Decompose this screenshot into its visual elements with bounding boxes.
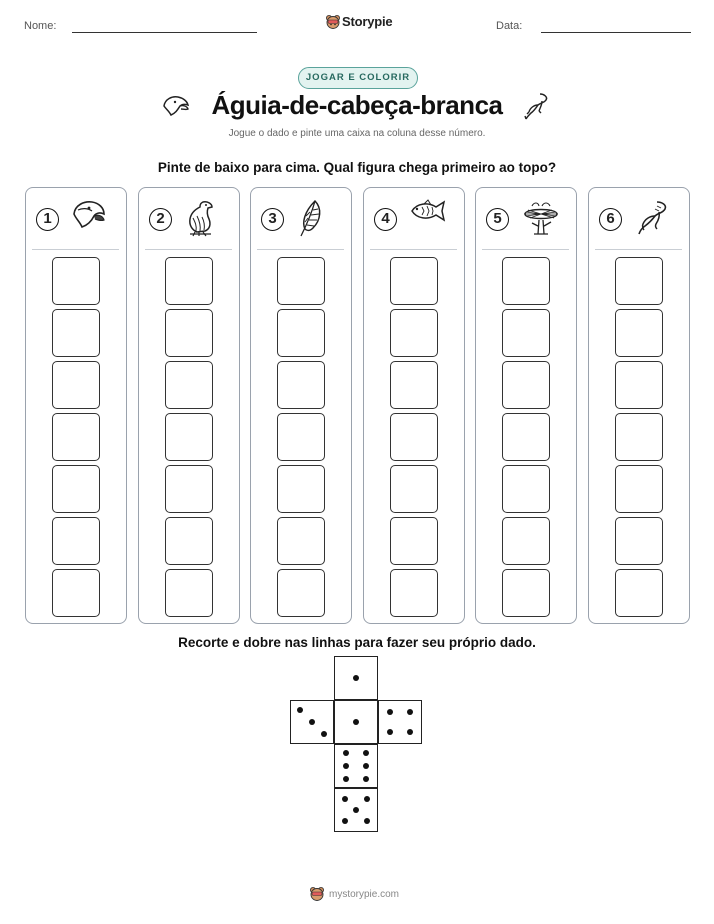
dice-face-1[interactable] <box>334 700 378 744</box>
column-divider <box>32 249 119 250</box>
activity-badge: JOGAR E COLORIR <box>298 67 418 89</box>
color-box[interactable] <box>615 569 663 617</box>
dice-pip <box>342 818 348 824</box>
column-5 <box>475 187 577 624</box>
eagle-head-left-icon <box>161 93 191 119</box>
date-line[interactable] <box>541 32 691 33</box>
color-box[interactable] <box>615 361 663 409</box>
color-box[interactable] <box>52 569 100 617</box>
nest-tree-icon <box>520 198 562 241</box>
instruction-bottom: Recorte e dobre nas linhas para fazer seu próprio dado. <box>178 635 536 650</box>
dice-pip <box>342 796 348 802</box>
feather-icon <box>295 198 325 243</box>
instruction-top: Pinte de baixo para cima. Qual figura chega primeiro ao topo? <box>157 160 557 175</box>
color-box[interactable] <box>390 413 438 461</box>
bear-logo-icon <box>309 886 325 902</box>
color-box[interactable] <box>390 517 438 565</box>
column-number: 1 <box>36 208 59 231</box>
dice-pip <box>407 729 413 735</box>
eagle-head-icon <box>70 198 108 237</box>
column-3 <box>250 187 352 624</box>
dice-face-5[interactable] <box>334 788 378 832</box>
name-line[interactable] <box>72 32 257 33</box>
column-divider <box>257 249 344 250</box>
column-number: 4 <box>374 208 397 231</box>
color-box[interactable] <box>165 309 213 357</box>
name-label: Nome: <box>24 20 57 32</box>
footer-url[interactable]: mystorypie.com <box>329 889 400 900</box>
brand-name: Storypie <box>342 14 393 29</box>
color-box[interactable] <box>52 465 100 513</box>
color-box[interactable] <box>502 257 550 305</box>
column-number: 5 <box>486 208 509 231</box>
column-divider <box>145 249 232 250</box>
eagle-icon <box>183 198 217 243</box>
dice-pip <box>343 750 349 756</box>
dice-pip <box>363 776 369 782</box>
color-box[interactable] <box>165 361 213 409</box>
color-box[interactable] <box>390 361 438 409</box>
color-box[interactable] <box>52 309 100 357</box>
column-divider <box>370 249 457 250</box>
dice-pip <box>297 707 303 713</box>
dice-face-6[interactable] <box>334 744 378 788</box>
color-box[interactable] <box>52 361 100 409</box>
color-box[interactable] <box>277 465 325 513</box>
color-box[interactable] <box>502 413 550 461</box>
column-1 <box>25 187 127 624</box>
dice-pip <box>387 729 393 735</box>
color-box[interactable] <box>52 517 100 565</box>
color-box[interactable] <box>277 361 325 409</box>
dice-pip <box>363 763 369 769</box>
color-box[interactable] <box>165 569 213 617</box>
color-box[interactable] <box>277 257 325 305</box>
color-box[interactable] <box>615 257 663 305</box>
brand-logo <box>325 13 393 31</box>
color-box[interactable] <box>277 517 325 565</box>
color-box[interactable] <box>615 465 663 513</box>
dice-face-4[interactable] <box>378 700 422 744</box>
column-2 <box>138 187 240 624</box>
column-number: 3 <box>261 208 284 231</box>
dice-face-1[interactable] <box>334 656 378 700</box>
dice-net <box>290 656 424 834</box>
color-box[interactable] <box>277 413 325 461</box>
color-box[interactable] <box>277 309 325 357</box>
color-box[interactable] <box>502 569 550 617</box>
dice-pip <box>343 776 349 782</box>
color-box[interactable] <box>390 569 438 617</box>
fish-icon <box>408 198 448 229</box>
dice-pip <box>309 719 315 725</box>
color-box[interactable] <box>277 569 325 617</box>
talon-icon <box>633 198 673 243</box>
color-box[interactable] <box>165 465 213 513</box>
color-box[interactable] <box>390 257 438 305</box>
color-box[interactable] <box>390 309 438 357</box>
color-box[interactable] <box>165 517 213 565</box>
subtitle: Jogue o dado e pinte uma caixa na coluna desse número. <box>228 128 486 139</box>
color-box[interactable] <box>615 309 663 357</box>
dice-pip <box>387 709 393 715</box>
color-box[interactable] <box>615 517 663 565</box>
color-box[interactable] <box>165 413 213 461</box>
dice-pip <box>364 796 370 802</box>
dice-pip <box>353 807 359 813</box>
column-divider <box>595 249 682 250</box>
date-label: Data: <box>496 20 523 32</box>
column-number: 6 <box>599 208 622 231</box>
color-box[interactable] <box>165 257 213 305</box>
bear-logo-icon <box>325 14 341 30</box>
column-divider <box>482 249 569 250</box>
dice-pip <box>353 719 359 725</box>
color-box[interactable] <box>390 465 438 513</box>
color-box[interactable] <box>502 465 550 513</box>
dice-pip <box>343 763 349 769</box>
page-title: Águia-de-cabeça-branca <box>211 90 503 120</box>
color-box[interactable] <box>615 413 663 461</box>
dice-pip <box>364 818 370 824</box>
dice-pip <box>363 750 369 756</box>
dice-pip <box>321 731 327 737</box>
column-4 <box>363 187 465 624</box>
talon-right-icon <box>522 91 552 121</box>
dice-face-3[interactable] <box>290 700 334 744</box>
dice-pip <box>353 675 359 681</box>
color-box[interactable] <box>502 361 550 409</box>
color-box[interactable] <box>52 257 100 305</box>
color-box[interactable] <box>52 413 100 461</box>
column-6 <box>588 187 690 624</box>
color-box[interactable] <box>502 517 550 565</box>
column-number: 2 <box>149 208 172 231</box>
color-box[interactable] <box>502 309 550 357</box>
dice-pip <box>407 709 413 715</box>
footer <box>309 886 419 904</box>
